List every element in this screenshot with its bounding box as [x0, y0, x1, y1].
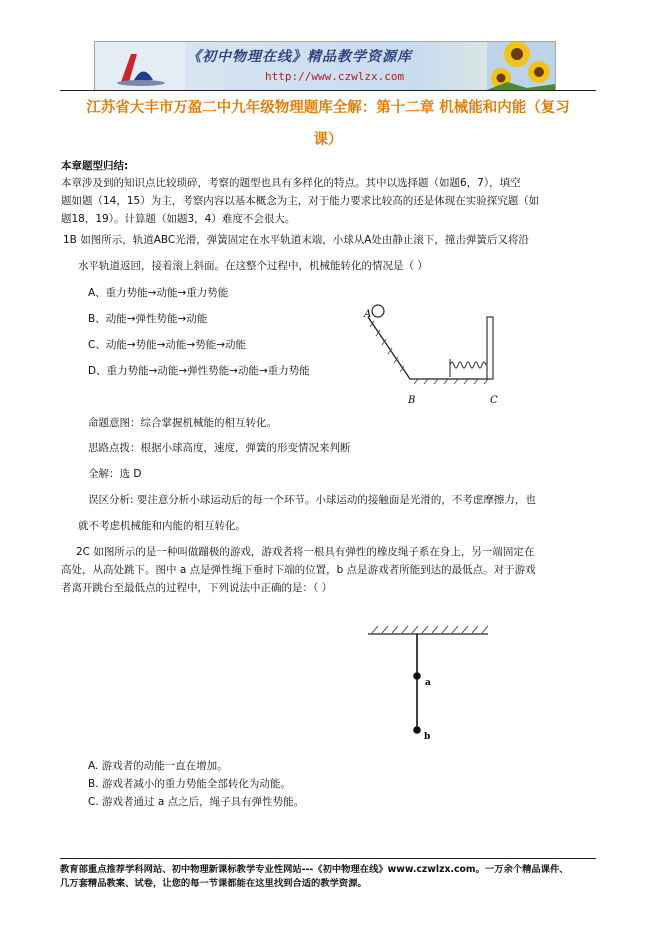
spring-icon [450, 362, 486, 368]
header-banner [94, 41, 556, 91]
q1-stem: 1B 如图所示，轨道ABC光滑，弹簧固定在水平轨道末端，小球从A处由静止滚下，撞击弹簧后又将沿 [63, 234, 529, 246]
summary-line: 题如题（14，15）为主，考察内容以基本概念为主，对于能力要求比较高的还是体现在实验探究题（如 [61, 195, 540, 207]
label-b: b [424, 732, 431, 742]
track-spring-figure [350, 295, 510, 410]
page-title-line1: 江苏省大丰市万盈二中九年级物理题库全解：第十二章 机械能和内能（复习 [86, 100, 570, 116]
q1-option: A、重力势能→动能→重力势能 [88, 287, 229, 299]
q2-stem: 高处，从高处跳下。图中 a 点是弹性绳下垂时下端的位置，b 点是游戏者所能到达的最低点。对于游戏 [61, 564, 536, 576]
q1-mistake: 就不考虑机械能和内能的相互转化。 [78, 520, 246, 532]
q2-option: A. 游戏者的动能一直在增加。 [88, 760, 228, 772]
banner-title: 《初中物理在线》精品教学资源库 [187, 49, 412, 65]
summary-line: 题18，19）。计算题（如题3，4）难度不会很大。 [61, 213, 296, 225]
q2-option: B. 游戏者减小的重力势能全部转化为动能。 [88, 778, 291, 790]
summary-line: 本章涉及到的知识点比较琐碎，考察的题型也具有多样化的特点。其中以选择题（如题6，7），填空 [61, 177, 521, 189]
q2-stem: 2C 如图所示的是一种叫做蹦极的游戏，游戏者将一根具有弹性的橡皮绳子系在身上，另一端固定在 [76, 546, 535, 558]
sunflower-image [487, 42, 555, 90]
q1-mistake: 误区分析: 要注意分析小球运动后的每一个环节。小球运动的接触面是光滑的，不考虑摩擦力，也 [88, 494, 536, 506]
banner-url[interactable]: http://www.czwlzx.com [265, 70, 405, 83]
q1-answer: 全解：选 D [88, 468, 142, 480]
label-a: a [425, 678, 431, 688]
page-title-line2: 课） [313, 132, 343, 148]
q2-option: C. 游戏者通过 a 点之后，绳子具有弹性势能。 [88, 796, 305, 808]
footer-divider [60, 858, 596, 859]
q2-stem: 者离开跳台至最低点的过程中，下列说法中正确的是：（ ） [61, 582, 333, 594]
q1-option: B、动能→弹性势能→动能 [88, 313, 208, 325]
q1-option: D、重力势能→动能→弹性势能→动能→重力势能 [88, 365, 310, 377]
point-a-marker [413, 672, 421, 680]
q1-hint: 思路点拨：根据小球高度，速度，弹簧的形变情况来判断 [88, 442, 351, 454]
q1-stem: 水平轨道返回，接着滚上斜面。在这整个过程中，机械能转化的情况是（ ） [78, 260, 428, 272]
q1-option: C、动能→势能→动能→势能→动能 [88, 339, 247, 351]
label-b: B [408, 395, 416, 406]
ball-icon [372, 305, 384, 317]
summary-heading: 本章题型归结: [61, 160, 129, 172]
footer-line: 教育部重点推荐学科网站、初中物理新课标教学专业性网站---《初中物理在线》www.czwlzx.com。一万余个精品课件、 [60, 864, 569, 875]
label-c: C [490, 395, 498, 406]
header-divider [60, 90, 596, 91]
label-a: A [364, 309, 372, 320]
q1-intent: 命题意图：综合掌握机械能的相互转化。 [88, 417, 277, 429]
bungee-figure [362, 622, 492, 747]
point-b-marker [413, 726, 421, 734]
site-logo [95, 42, 185, 90]
footer-line: 几万套精品教案、试卷，让您的每一节课都能在这里找到合适的教学资源。 [60, 878, 367, 889]
